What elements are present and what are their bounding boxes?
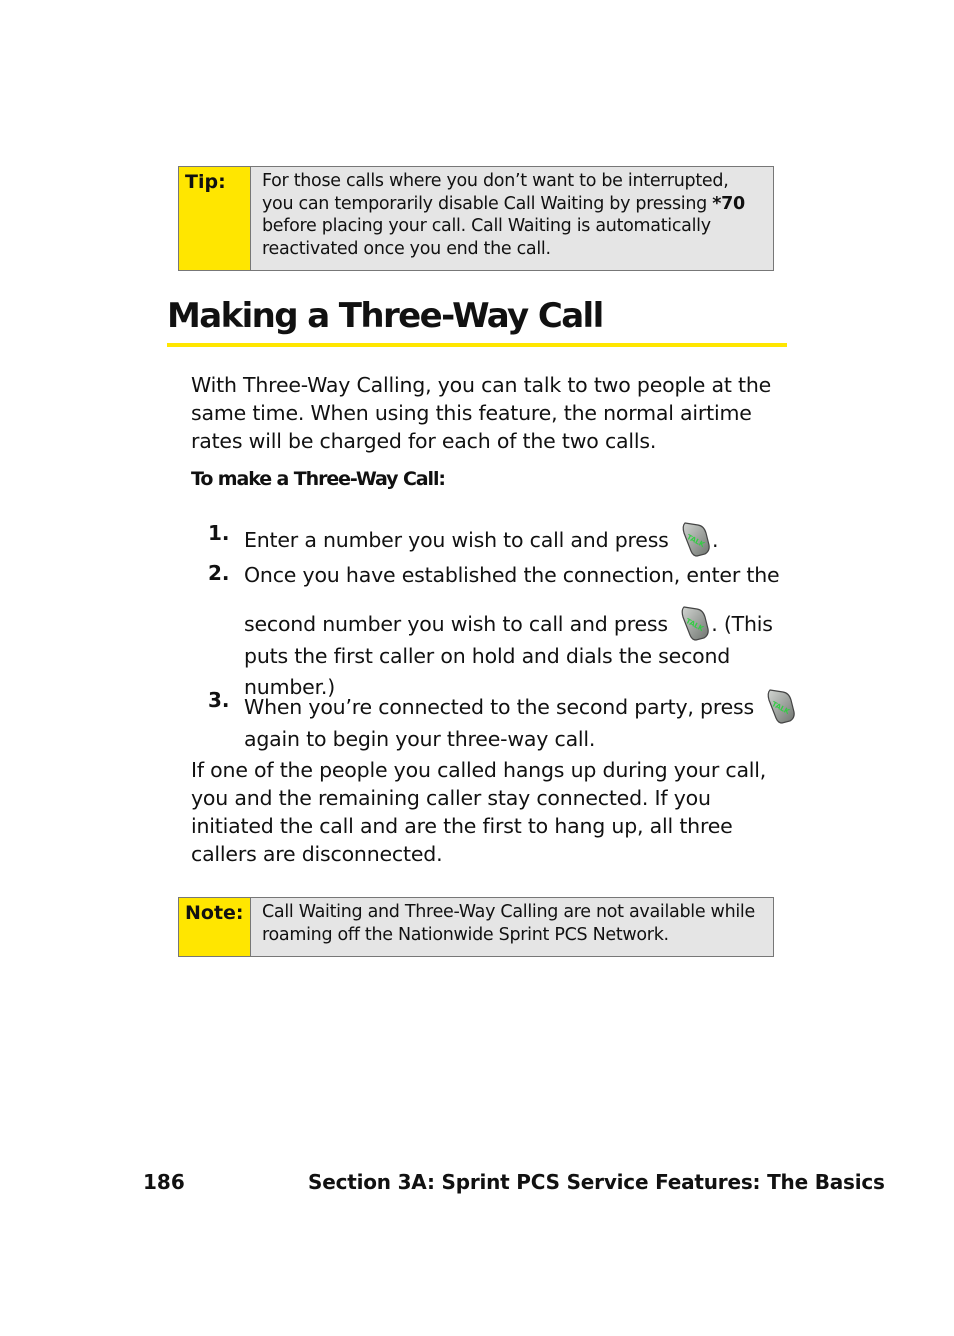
tip-callout — [178, 166, 774, 271]
step-text-1: Enter a number you wish to call and press . — [244, 521, 804, 557]
note-label: Note: — [179, 898, 251, 956]
step-text-2: second number you wish to call and press . (This puts the first caller on hold and dials the second number.) — [244, 605, 804, 703]
step-number-2: 2. — [208, 561, 230, 585]
page-title: Making a Three-Way Call — [167, 296, 603, 336]
step-number-1: 1. — [208, 521, 230, 545]
talk-key-icon — [766, 688, 796, 724]
note-text: Call Waiting and Three-Way Calling are not available while roaming off the Nationwide Sprint PCS Network. — [251, 898, 773, 956]
tip-code: *70 — [712, 193, 745, 214]
outro-paragraph: If one of the people you called hangs up during your call, you and the remaining caller stay connected. If you initiated the call and are the first to hang up, all three callers are disconnected. — [191, 758, 767, 866]
page-number: 186 — [143, 1170, 185, 1194]
tip-text: For those calls where you don’t want to be interrupted, you can temporarily disable Call Waiting by pressing *70 before placing your call. Call Waiting is automatically reactivated once you end the call. — [251, 167, 773, 270]
section-title: Section 3A: Sprint PCS Service Features: The Basics — [308, 1170, 885, 1194]
steps-subheading: To make a Three-Way Call: — [191, 468, 445, 490]
step-number-3: 3. — [208, 688, 230, 712]
note-callout — [178, 897, 774, 957]
intro-paragraph: With Three-Way Calling, you can talk to two people at the same time. When using this feature, the normal airtime rates will be charged for each of the two calls. — [191, 373, 772, 453]
step-text-2-line1: Once you have established the connection, enter the — [244, 563, 780, 587]
step-text-3: When you’re connected to the second party, press again to begin your three-way call. — [244, 688, 804, 755]
talk-key-icon — [681, 521, 711, 557]
talk-key-icon — [680, 605, 710, 641]
heading-rule — [167, 343, 787, 347]
tip-label: Tip: — [179, 167, 251, 270]
